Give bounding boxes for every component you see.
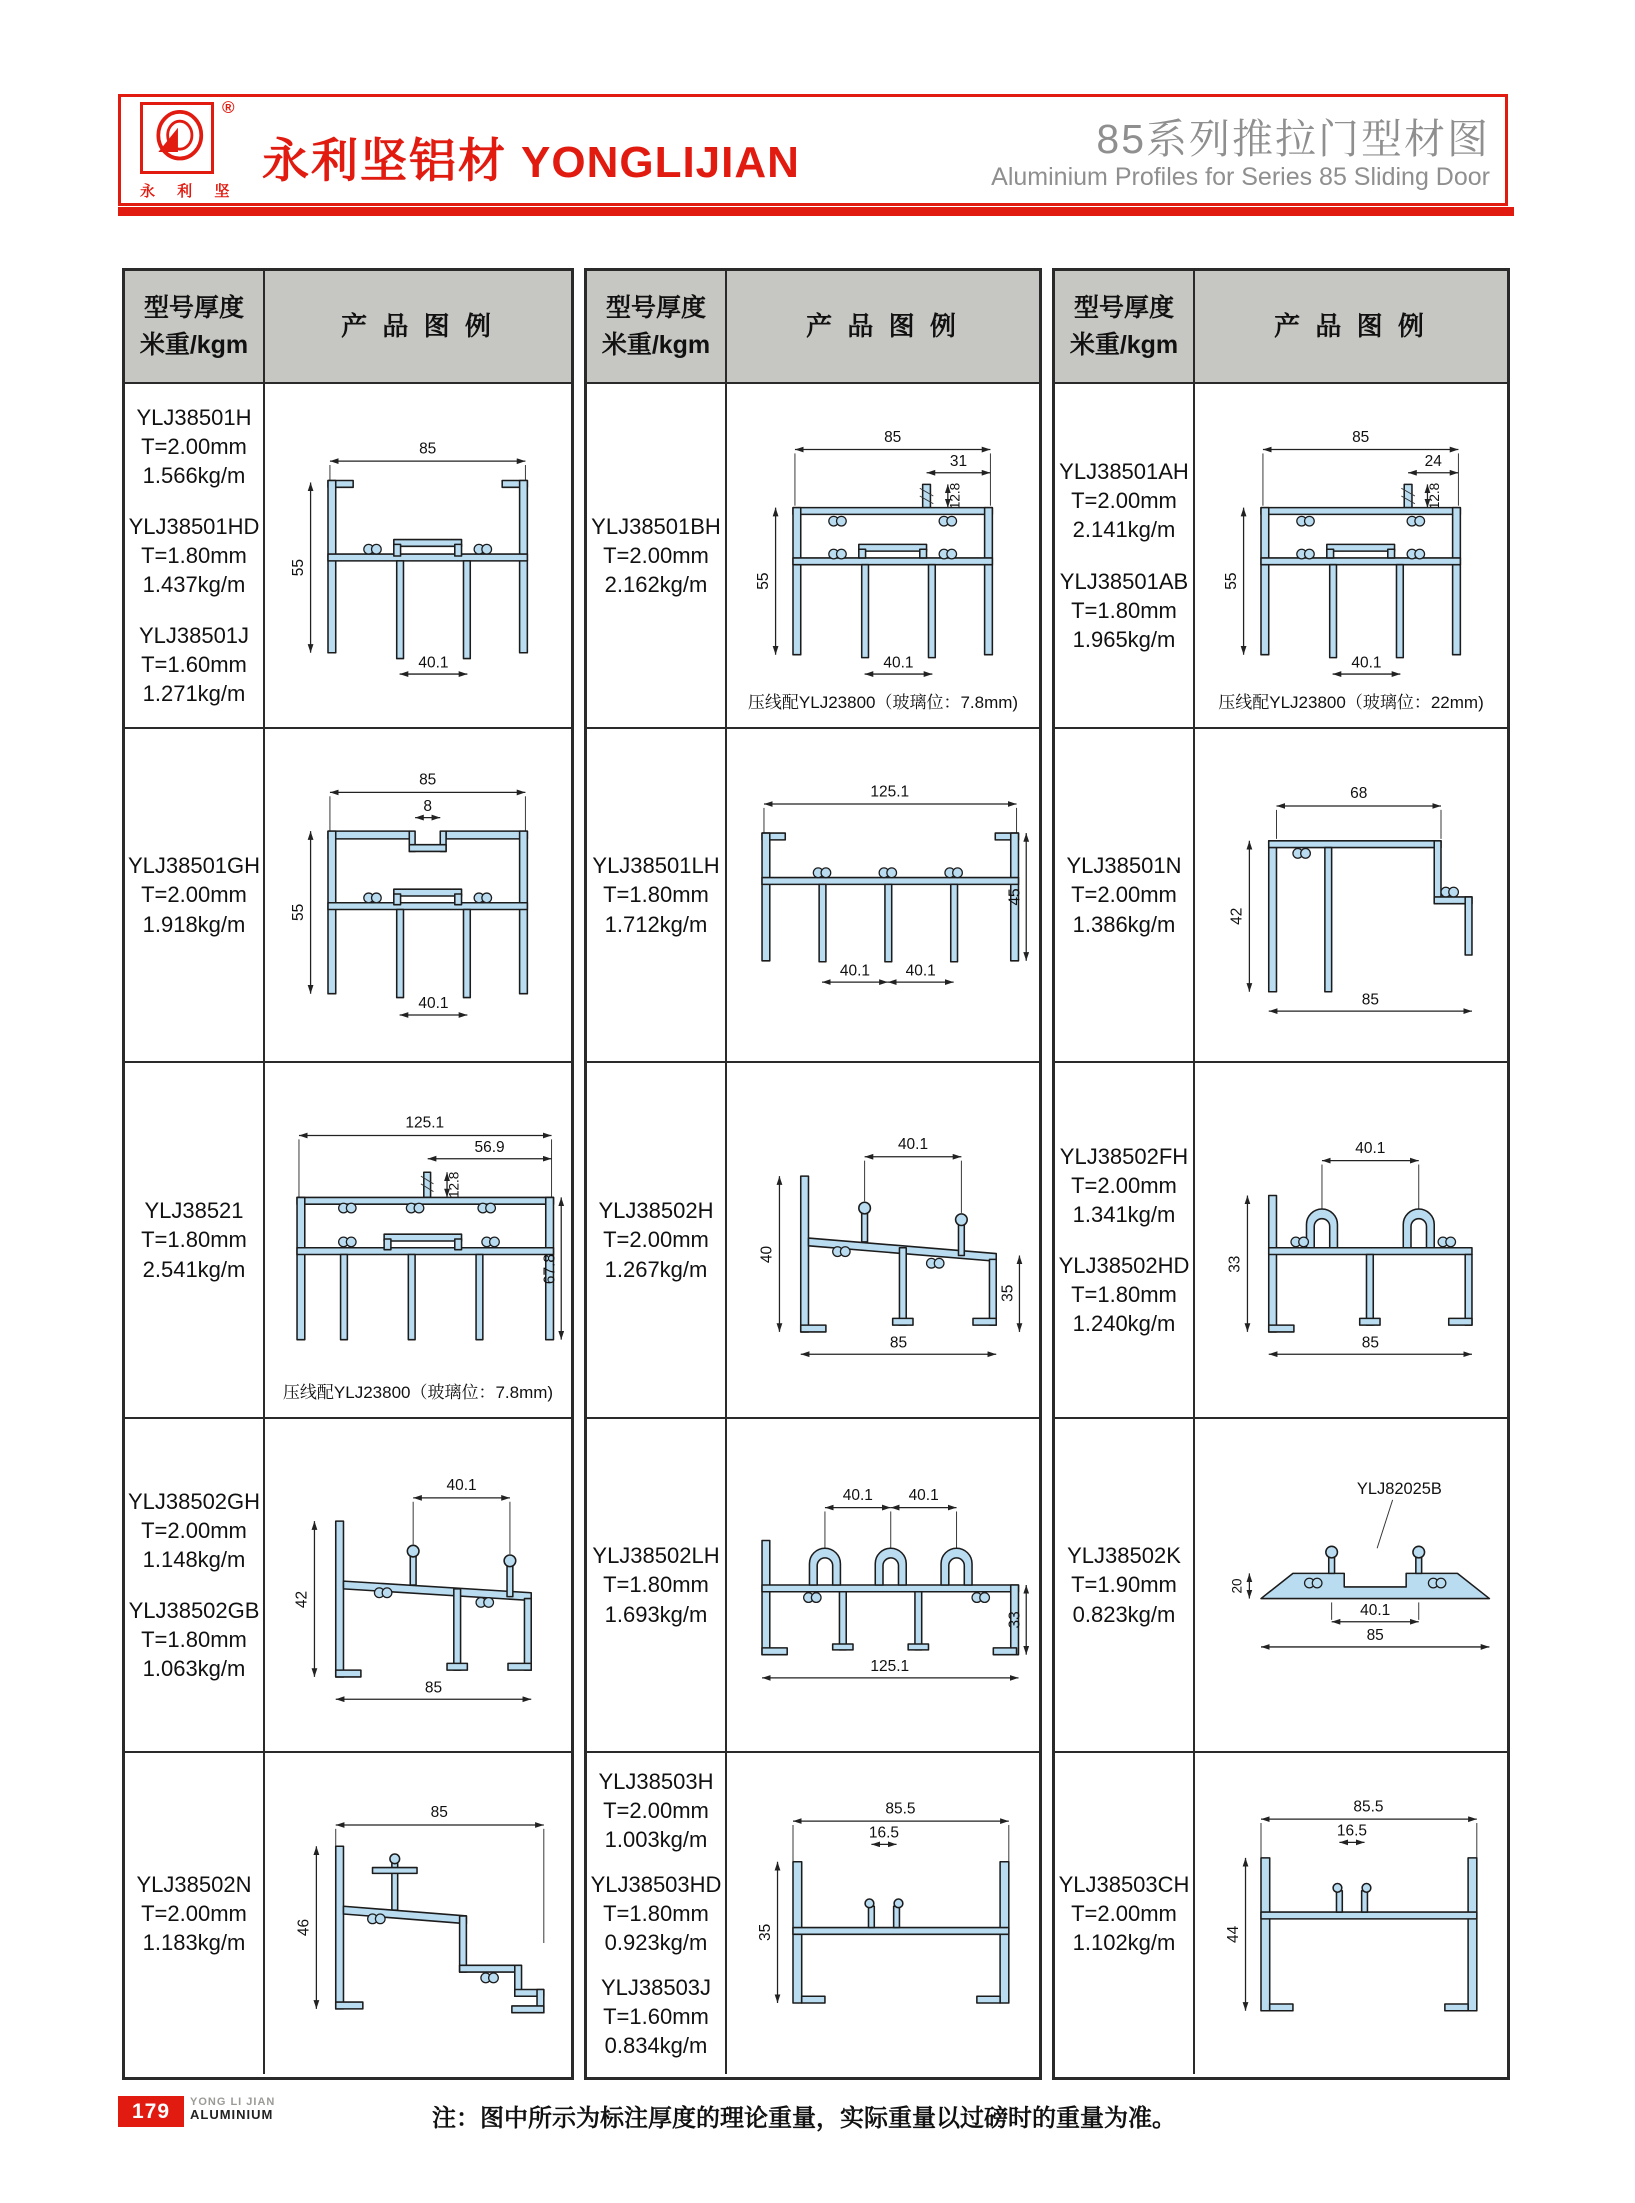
- product-entry: [599, 1767, 714, 1854]
- product-weight: 1.341kg/m: [1072, 1201, 1176, 1227]
- dim-label: 85.5: [1353, 1797, 1384, 1815]
- product-weight: 1.693kg/m: [604, 1601, 708, 1627]
- profile-shape: [801, 1176, 996, 1332]
- dim-label: 85: [1361, 1334, 1379, 1352]
- dim-label: 33: [1226, 1255, 1244, 1273]
- product-weight: 1.386kg/m: [1072, 911, 1176, 937]
- product-thickness: T=1.80mm: [1071, 597, 1177, 623]
- product-thickness: T=1.80mm: [603, 882, 709, 908]
- product-code: YLJ38501H: [136, 404, 252, 430]
- product-entry: [1059, 1251, 1190, 1338]
- dim-label: 31: [949, 452, 968, 470]
- logo-characters: 永 利 坚: [140, 183, 239, 200]
- product-thickness: T=1.60mm: [603, 2004, 709, 2030]
- model-cell: [1055, 1753, 1195, 2074]
- product-weight: 1.148kg/m: [142, 1546, 246, 1572]
- profile-figure: [268, 1435, 568, 1735]
- header-underline: [118, 207, 1514, 216]
- product-entry: [139, 621, 249, 708]
- product-thickness: T=1.80mm: [1071, 1282, 1177, 1308]
- dim-label: 40.1: [1360, 1602, 1391, 1619]
- product-entry: [592, 1541, 719, 1628]
- dim-label: 44: [1224, 1925, 1242, 1943]
- profile-figure: [1201, 1090, 1501, 1390]
- dim-label: 85: [424, 1679, 443, 1697]
- dim-label: 40.1: [1351, 653, 1382, 671]
- product-entry: [137, 403, 252, 490]
- product-thickness: T=2.00mm: [1071, 488, 1177, 514]
- product-weight: 0.823kg/m: [1072, 1601, 1176, 1627]
- model-cell: [125, 1753, 265, 2074]
- dim-label: 45: [1006, 888, 1024, 906]
- product-weight: 1.965kg/m: [1072, 626, 1176, 652]
- model-cell: [587, 1419, 727, 1753]
- product-entry: [128, 851, 260, 938]
- figure-cell: [1195, 729, 1507, 1063]
- profile-figure: [733, 1090, 1033, 1390]
- dim-label: 40.1: [418, 995, 449, 1013]
- profile-shape: [336, 1521, 531, 1677]
- profile-shape: [762, 833, 1018, 962]
- dim-label: 85: [419, 439, 437, 457]
- footer-brand: [190, 2096, 275, 2122]
- profile-table-3: [1052, 268, 1510, 2080]
- model-cell: [1055, 1419, 1195, 1753]
- product-thickness: T=2.00mm: [1071, 1900, 1177, 1926]
- dim-label: 40.1: [839, 962, 870, 980]
- column-header-model: [587, 271, 727, 384]
- figure-cell: [265, 1753, 571, 2074]
- product-thickness: T=2.00mm: [141, 1517, 247, 1543]
- page-number-badge: 179: [118, 2096, 184, 2127]
- product-thickness: T=2.00mm: [141, 882, 247, 908]
- product-code: YLJ38502FH: [1059, 1143, 1189, 1169]
- dim-label: 20: [1229, 1578, 1245, 1594]
- product-entry: [141, 1196, 247, 1283]
- profile-figure: [1201, 406, 1501, 706]
- product-code: YLJ38502GH: [127, 1488, 261, 1514]
- dim-label: 16.5: [1336, 1822, 1368, 1840]
- figure-note: 压线配YLJ23800（玻璃位：7.8mm): [282, 1383, 554, 1402]
- dim-label: 40: [758, 1245, 776, 1264]
- product-code: YLJ38501GH: [127, 853, 261, 879]
- profile-shape: [297, 1172, 553, 1339]
- profile-figure: [268, 745, 568, 1045]
- figure-cell: [727, 729, 1039, 1063]
- product-weight: 1.267kg/m: [604, 1256, 708, 1282]
- profile-figure: [733, 1435, 1033, 1735]
- model-cell: [125, 729, 265, 1063]
- product-code: YLJ38501BH: [591, 513, 721, 539]
- model-cell: [125, 1063, 265, 1419]
- dim-label: 40.1: [883, 653, 914, 671]
- page-title: 85系列推拉门型材图: [1096, 116, 1490, 162]
- product-thickness: T=2.00mm: [603, 542, 709, 568]
- dim-label: 16.5: [868, 1824, 900, 1842]
- model-cell: [1055, 384, 1195, 729]
- dim-label: 40.1: [842, 1486, 873, 1504]
- header-model-line1: 型号厚度: [1073, 294, 1174, 323]
- dim-label: 125.1: [870, 1658, 910, 1676]
- profile-table-1: [122, 268, 574, 2080]
- product-weight: 1.102kg/m: [1072, 1930, 1176, 1956]
- profile-figure: [1201, 1435, 1501, 1735]
- column-header-model: [125, 271, 265, 384]
- product-code: YLJ38502HD: [1058, 1253, 1190, 1278]
- model-cell: [587, 384, 727, 729]
- product-weight: 1.063kg/m: [142, 1656, 246, 1682]
- profile-figure: [268, 1090, 568, 1390]
- figure-cell: [1195, 1063, 1507, 1419]
- product-entry: [1059, 1870, 1190, 1957]
- product-entry: [129, 1596, 260, 1683]
- product-code: YLJ38502N: [136, 1871, 252, 1897]
- header-model-line1: 型号厚度: [605, 294, 706, 323]
- product-code: YLJ38501N: [1066, 853, 1182, 879]
- figure-cell: [265, 1063, 571, 1419]
- product-thickness: T=2.00mm: [141, 433, 247, 459]
- product-thickness: T=2.00mm: [1071, 882, 1177, 908]
- product-weight: 1.240kg/m: [1072, 1311, 1176, 1337]
- profile-figure: [733, 1764, 1033, 2064]
- dim-label: 40.1: [897, 1136, 929, 1154]
- model-cell: [587, 1753, 727, 2074]
- dim-label: 68: [1350, 785, 1368, 803]
- dim-label: 40.1: [1355, 1139, 1386, 1157]
- product-entry: [1059, 457, 1189, 544]
- brand-en: YONGLIJIAN: [521, 138, 800, 187]
- figure-cell: [265, 1419, 571, 1753]
- product-entry: [1060, 567, 1188, 654]
- header-model-line1: 型号厚度: [143, 294, 244, 323]
- dim-label: 40.1: [905, 962, 936, 980]
- figure-note: 压线配YLJ23800（玻璃位：22mm): [1218, 693, 1484, 712]
- figure-cell: [727, 1419, 1039, 1753]
- figure-note: 压线配YLJ23800（玻璃位：7.8mm): [747, 693, 1019, 712]
- product-thickness: T=1.80mm: [141, 542, 247, 568]
- product-thickness: T=1.80mm: [141, 1227, 247, 1253]
- footer-brand-line2: ALUMINIUM: [190, 2107, 274, 2123]
- profile-figure: [268, 406, 568, 706]
- product-weight: 0.923kg/m: [604, 1930, 708, 1956]
- company-logo: [140, 98, 252, 202]
- product-thickness: T=2.00mm: [141, 1900, 247, 1926]
- product-entry: [599, 1196, 714, 1283]
- product-weight: 1.183kg/m: [142, 1930, 246, 1956]
- product-code: YLJ38503J: [600, 1975, 712, 2001]
- product-entry: [1067, 851, 1182, 938]
- profile-figure: [268, 1764, 568, 2064]
- product-thickness: T=2.00mm: [1071, 1172, 1177, 1198]
- dim-label: 55: [289, 558, 307, 576]
- product-code: YLJ38503HD: [590, 1871, 722, 1897]
- dim-label: 85: [419, 771, 437, 789]
- product-code: YLJ38503H: [598, 1768, 714, 1794]
- product-weight: 1.437kg/m: [142, 572, 246, 598]
- profile-figure: [733, 406, 1033, 706]
- footer-note: 注：图中所示为标注厚度的理论重量，实际重量以过磅时的重量为准。: [432, 2105, 1176, 2132]
- profile-shape: [1261, 1556, 1489, 1599]
- product-entry: [592, 851, 719, 938]
- profile-figure: [733, 745, 1033, 1045]
- product-entry: [591, 512, 721, 599]
- product-weight: 1.566kg/m: [142, 462, 246, 488]
- profile-figure: [1201, 1764, 1501, 2064]
- dim-label: 35: [999, 1284, 1017, 1302]
- column-header-figure: 产 品 图 例: [1195, 271, 1507, 384]
- column-header-figure: 产 品 图 例: [727, 271, 1039, 384]
- product-code: YLJ38502LH: [592, 1543, 720, 1569]
- dim-label: 85: [889, 1334, 908, 1352]
- page-subtitle: Aluminium Profiles for Series 85 Sliding Door: [991, 163, 1490, 191]
- dim-label: 85: [1366, 1627, 1384, 1645]
- dim-label: 55: [754, 572, 772, 590]
- figure-cell: [1195, 1419, 1507, 1753]
- profile-shape: [793, 484, 992, 657]
- figure-cell: [265, 729, 571, 1063]
- dim-label: 85: [1361, 991, 1379, 1009]
- product-entry: [591, 1870, 722, 1957]
- product-weight: 2.141kg/m: [1072, 517, 1176, 543]
- dim-label: 125.1: [870, 783, 910, 801]
- dim-label: 85: [1352, 428, 1370, 446]
- dim-label: 40.1: [418, 653, 449, 671]
- profile-shape: [1261, 1857, 1477, 2010]
- dim-label: 56.9: [474, 1138, 505, 1156]
- brand-title: [262, 124, 800, 191]
- dim-label: 42: [1228, 907, 1246, 925]
- column-header-figure: 产 品 图 例: [265, 271, 571, 384]
- product-code: YLJ38501LH: [592, 853, 720, 879]
- product-entry: [601, 1973, 711, 2060]
- product-code: YLJ38521: [144, 1198, 244, 1224]
- logo-swirl-icon: [147, 110, 207, 166]
- product-code: YLJ38501HD: [128, 513, 260, 539]
- model-cell: [587, 1063, 727, 1419]
- dim-label: 40.1: [446, 1477, 477, 1495]
- model-cell: [1055, 729, 1195, 1063]
- logo-frame: [140, 102, 214, 174]
- dim-label: 46: [295, 1918, 313, 1936]
- dim-label: 8: [423, 797, 432, 815]
- model-cell: [1055, 1063, 1195, 1419]
- figure-cell: [727, 384, 1039, 729]
- product-code: YLJ38501AH: [1059, 459, 1189, 485]
- dim-label: 55: [1222, 572, 1240, 590]
- profile-table-2: [584, 268, 1042, 2080]
- product-thickness: T=1.80mm: [603, 1900, 709, 1926]
- dim-label: 125.1: [405, 1114, 445, 1132]
- brand-cn: 永利坚铝材: [262, 134, 507, 187]
- product-weight: 2.162kg/m: [604, 572, 708, 598]
- product-thickness: T=2.00mm: [603, 1797, 709, 1823]
- profile-shape: [328, 831, 527, 997]
- product-code: YLJ38501J: [138, 623, 250, 649]
- product-code: YLJ38503CH: [1058, 1871, 1190, 1897]
- dim-label: 12.8: [446, 1171, 462, 1199]
- dim-label: 12.8: [1427, 482, 1443, 509]
- product-entry: [128, 1487, 260, 1574]
- product-thickness: T=1.80mm: [141, 1627, 247, 1653]
- dim-label: 67.8: [541, 1253, 559, 1285]
- header-model-line2: 米重/kgm: [139, 330, 249, 359]
- dim-label: 24: [1424, 452, 1442, 470]
- product-code: YLJ38501AB: [1059, 568, 1189, 594]
- product-weight: 0.834kg/m: [604, 2033, 708, 2059]
- dim-label: 85: [430, 1803, 448, 1821]
- dim-label: 42: [293, 1590, 311, 1609]
- profile-shape: [1269, 841, 1472, 992]
- figure-cell: [1195, 384, 1507, 729]
- product-weight: 1.918kg/m: [142, 911, 246, 937]
- product-weight: 1.271kg/m: [142, 681, 246, 707]
- profile-shape: [793, 1861, 1009, 2002]
- insert-label: YLJ82025B: [1356, 1480, 1442, 1499]
- dim-label: 55: [289, 903, 307, 922]
- model-cell: [125, 384, 265, 729]
- dim-label: 35: [756, 1923, 774, 1941]
- header-model-line2: 米重/kgm: [1069, 330, 1179, 359]
- profile-shape: [328, 480, 527, 658]
- footer-brand-line1: YONG LI JIAN: [190, 2096, 276, 2108]
- product-entry: [129, 512, 260, 599]
- product-code: YLJ38502H: [598, 1198, 714, 1224]
- product-thickness: T=1.80mm: [603, 1572, 709, 1598]
- product-weight: 2.541kg/m: [142, 1256, 246, 1282]
- figure-cell: [265, 384, 571, 729]
- dim-label: 33: [1006, 1611, 1024, 1629]
- figure-cell: [727, 1063, 1039, 1419]
- product-code: YLJ38502GB: [128, 1598, 260, 1623]
- dim-label: 85: [884, 428, 902, 446]
- registered-mark: ®: [222, 98, 235, 117]
- profile-shape: [1269, 1195, 1472, 1331]
- product-entry: [137, 1870, 252, 1957]
- model-cell: [125, 1419, 265, 1753]
- profile-shape: [1261, 484, 1460, 657]
- product-thickness: T=1.90mm: [1071, 1572, 1177, 1598]
- product-thickness: T=1.60mm: [141, 652, 247, 678]
- model-cell: [587, 729, 727, 1063]
- profile-shape: [336, 1846, 544, 2012]
- profile-figure: [1201, 745, 1501, 1045]
- column-header-model: [1055, 271, 1195, 384]
- product-entry: [1067, 1541, 1181, 1628]
- header-model-line2: 米重/kgm: [601, 330, 711, 359]
- product-entry: [1060, 1142, 1188, 1229]
- product-weight: 1.712kg/m: [604, 911, 708, 937]
- product-thickness: T=2.00mm: [603, 1227, 709, 1253]
- dim-label: 12.8: [947, 482, 963, 509]
- product-weight: 1.003kg/m: [604, 1826, 708, 1852]
- dim-label: 85.5: [885, 1799, 916, 1817]
- figure-cell: [1195, 1753, 1507, 2074]
- product-code: YLJ38502K: [1067, 1543, 1181, 1569]
- dim-label: 40.1: [908, 1486, 939, 1504]
- figure-cell: [727, 1753, 1039, 2074]
